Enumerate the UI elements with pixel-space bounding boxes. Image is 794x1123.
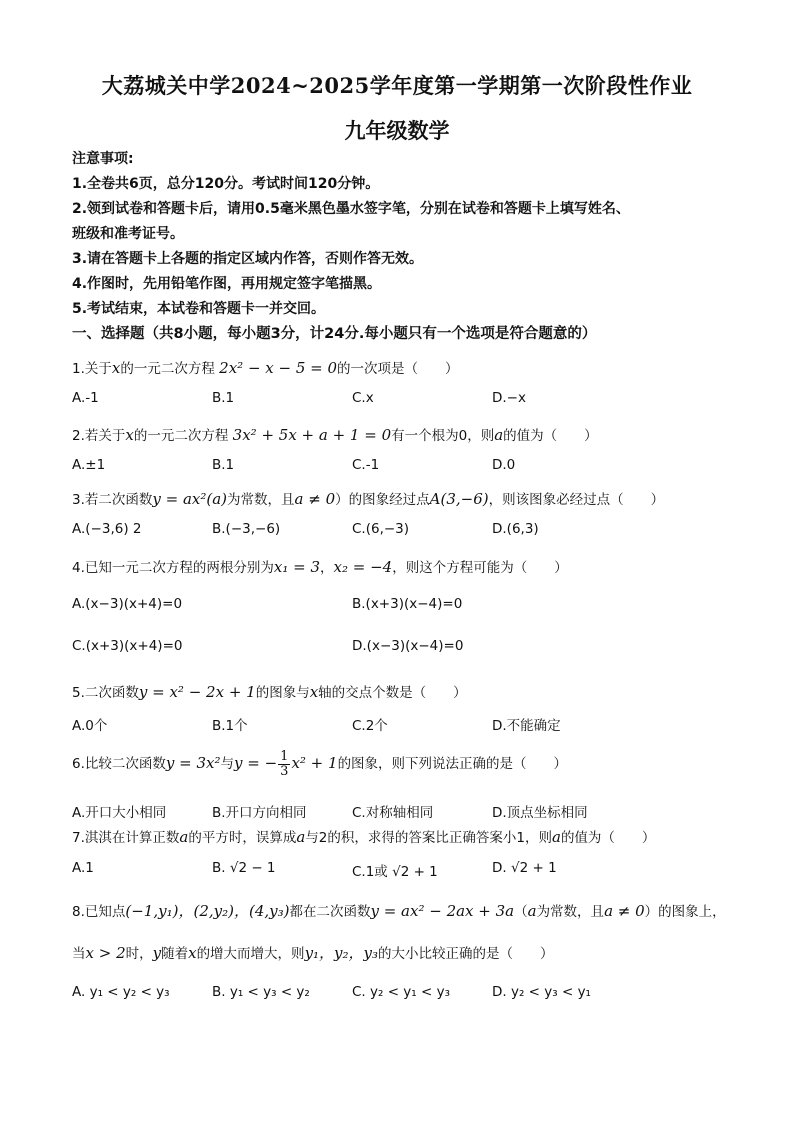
option-c[interactable]: C.(6,−3) [352,521,410,537]
question-1-options [72,390,752,410]
option-b[interactable]: B.(x+3)(x−4)=0 [352,596,463,612]
note-item: 4.作图时，先用铅笔作图，再用规定签字笔描黑。 [72,276,382,292]
option-b[interactable]: B.1 [212,390,235,406]
exam-title: 大荔城关中学2024~2025学年度第一学期第一次阶段性作业 [101,73,693,98]
option-c[interactable]: C.对称轴相同 [352,805,434,821]
question-5-options [72,714,752,734]
option-a[interactable]: A.0个 [72,718,108,734]
question-6-stem: 6.比较二次函数y = 3x²与y = − $\frac{1}{3}$ x² + 1的图象，则下列说法正确的是（ ） [72,749,568,779]
question-8-stem-line2: 当x > 2时，y随着x的增大而增大，则y₁，y₂，y₃的大小比较正确的是（ ） [72,944,554,962]
fraction: $\frac{1}{3}$ [280,749,289,779]
question-4-options-row1 [72,596,752,616]
option-d[interactable]: D. √2 + 1 [492,860,557,876]
option-c[interactable]: C. y₂ < y₁ < y₃ [352,984,451,1000]
option-d[interactable]: D.不能确定 [492,718,561,734]
question-3-stem: 3.若二次函数y = ax²(a)为常数，且a ≠ 0）的图象经过点A(3,−6)，则该图象必经过点（ ） [72,490,665,508]
option-c[interactable]: C.x [352,390,374,406]
question-2-stem: 2.若关于x的一元二次方程 3x² + 5x + a + 1 = 0有一个根为0，则a的值为（ ） [72,426,598,444]
question-7-options [72,860,752,880]
option-a[interactable]: A.(−3,6) 2 [72,521,142,537]
note-item: 3.请在答题卡上各题的指定区域内作答，否则作答无效。 [72,251,424,267]
option-b[interactable]: B.1个 [212,718,248,734]
question-7-stem: 7.淇淇在计算正数a的平方时，误算成a与2的积，求得的答案比正确答案小1，则a的值为（ ） [72,828,656,846]
question-5-stem: 5.二次函数y = x² − 2x + 1的图象与x轴的交点个数是（ ） [72,683,467,701]
question-8-options [72,984,752,1004]
option-d[interactable]: D.顶点坐标相同 [492,805,588,821]
option-a[interactable]: A.-1 [72,390,99,406]
option-a[interactable]: A. y₁ < y₂ < y₃ [72,984,170,1000]
option-a[interactable]: A.开口大小相同 [72,805,167,821]
option-d[interactable]: D.(6,3) [492,521,539,537]
option-d[interactable]: D. y₂ < y₃ < y₁ [492,984,591,1000]
note-item: 2.领到试卷和答题卡后，请用0.5毫米黑色墨水签字笔，分别在试卷和答题卡上填写姓名、 [72,201,630,217]
note-item: 1.全卷共6页，总分120分。考试时间120分钟。 [72,176,380,192]
option-c[interactable]: C.-1 [352,457,380,473]
option-a[interactable]: A.(x−3)(x+4)=0 [72,596,183,612]
note-item: 5.考试结束，本试卷和答题卡一并交回。 [72,301,326,317]
option-d[interactable]: D.−x [492,390,526,406]
question-8-stem: 8.已知点(−1,y₁)，(2,y₂)，(4,y₃)都在二次函数y = ax² − 2ax + 3a（a为常数，且a ≠ 0）的图象上， [72,902,726,920]
option-b[interactable]: B.开口方向相同 [212,805,307,821]
question-4-stem: 4.已知一元二次方程的两根分别为x₁ = 3，x₂ = −4，则这个方程可能为（ ） [72,558,568,576]
option-b[interactable]: B. y₁ < y₃ < y₂ [212,984,310,1000]
note-item: 班级和准考证号。 [72,226,184,242]
question-2-options [72,457,752,477]
option-c[interactable]: C.(x+3)(x+4)=0 [72,638,183,654]
option-d[interactable]: D.0 [492,457,516,473]
option-a[interactable]: A.±1 [72,457,106,473]
option-c[interactable]: C.1或 √2 + 1 [352,864,438,880]
section-heading: 一、选择题（共8小题，每小题3分，计24分.每小题只有一个选项是符合题意的） [72,326,597,342]
option-c[interactable]: C.2个 [352,718,388,734]
question-4-options-row2 [72,638,752,658]
option-b[interactable]: B. √2 − 1 [212,860,276,876]
option-b[interactable]: B.1 [212,457,235,473]
option-d[interactable]: D.(x−3)(x−4)=0 [352,638,464,654]
question-1-stem: 1.关于x的一元二次方程 2x² − x − 5 = 0的一次项是（ ） [72,359,459,377]
notes-heading: 注意事项: [72,151,134,167]
question-6-options [72,801,752,821]
question-3-options [72,521,752,541]
option-a[interactable]: A.1 [72,860,94,876]
exam-subtitle: 九年级数学 [344,118,450,143]
option-b[interactable]: B.(−3,−6) [212,521,281,537]
